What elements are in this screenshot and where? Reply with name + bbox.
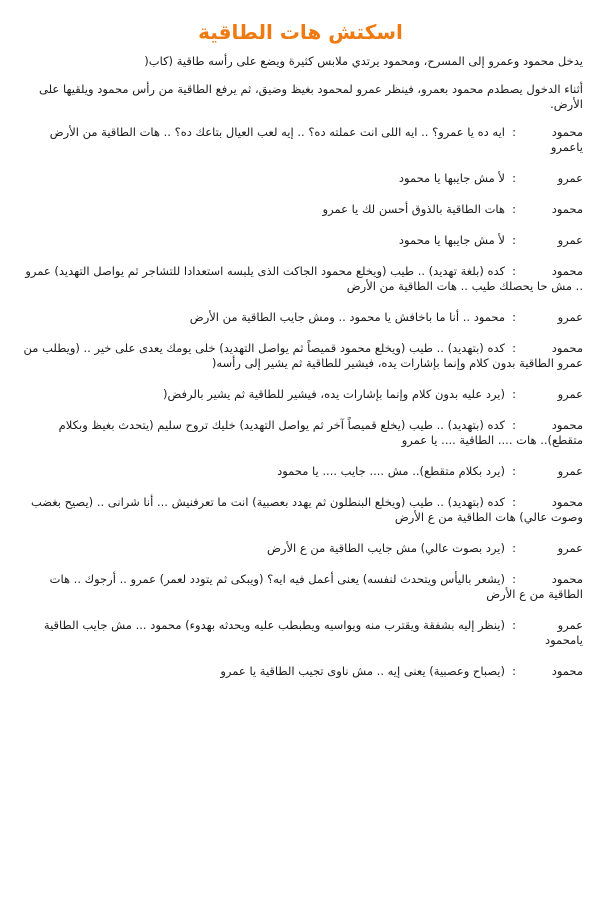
speaker-separator: : xyxy=(512,171,516,185)
dialogue-text: (يرد عليه بدون كلام وإنما بإشارات يده، فيشير للطاقية ثم يشير بالرفض( xyxy=(162,387,505,401)
speaker-name: محمود xyxy=(551,418,583,432)
dialogue-line xyxy=(18,202,583,217)
dialogue-line xyxy=(18,664,583,679)
dialogue-line xyxy=(18,464,583,479)
speaker-name: محمود xyxy=(551,664,583,678)
dialogue-section xyxy=(18,125,583,679)
speaker-separator: : xyxy=(512,541,516,555)
speaker-separator: : xyxy=(512,202,516,216)
dialogue-text: (ينظر إليه بشفقة ويقترب منه ويواسيه ويطبطب عليه ويحدثه بهدوء) محمود ... مش جايب الطاقية يامحمود xyxy=(43,618,583,647)
speaker-name: محمود xyxy=(551,202,583,216)
speaker-separator: : xyxy=(512,618,516,632)
dialogue-line xyxy=(18,233,583,248)
dialogue-line xyxy=(18,541,583,556)
dialogue-text: كده (بتهديد) .. طيب (يخلع قميصاً آخر ثم يواصل التهديد) خليك تروح سليم (يتحدث بغيظ وبكلام متقطع).. هات .... الطاقية .... يا عمرو xyxy=(58,418,583,447)
dialogue-line xyxy=(18,387,583,402)
speaker-separator: : xyxy=(512,125,516,139)
speaker-name: عمرو xyxy=(557,541,583,555)
speaker-separator: : xyxy=(512,310,516,324)
dialogue-text: (يرد بكلام متقطع).. مش .... جايب .... يا محمود xyxy=(277,464,505,478)
dialogue-text: كده (بتهديد) .. طيب (ويخلع محمود قميصاً ثم يواصل التهديد) خلى يومك يعدى على خير .. (ويطلب من عمرو الطاقية بدون كلام وإنما بإشارات يده، فيشير للطاقية ثم يشير إلى رأسه( xyxy=(23,341,583,370)
dialogue-line xyxy=(18,495,583,525)
dialogue-line xyxy=(18,618,583,648)
speaker-separator: : xyxy=(512,664,516,678)
dialogue-text: لأ مش جايبها يا محمود xyxy=(398,171,505,185)
speaker-separator: : xyxy=(512,264,516,278)
speaker-name: محمود xyxy=(551,495,583,509)
stage-direction: يدخل محمود وعمرو إلى المسرح، ومحمود يرتدي ملابس كثيرة ويضع على رأسه طاقية (كاب( xyxy=(144,54,583,68)
speaker-separator: : xyxy=(512,233,516,247)
dialogue-text: (يشعر باليأس ويتحدث لنفسه) يعنى أعمل فيه ايه؟ (ويبكى ثم يتودد لعمر) عمرو .. أرجوك .. هات الطاقية من ع الأرض xyxy=(49,572,583,601)
speaker-name: عمرو xyxy=(557,171,583,185)
dialogue-text: كده (بتهديد) .. طيب (ويخلع البنطلون ثم يهدد بعصبية) انت ما تعرفنيش ... أنا شرانى .. (يصيح بغضب وصوت عالي) هات الطاقية من ع الأرض xyxy=(30,495,583,524)
speaker-separator: : xyxy=(512,387,516,401)
dialogue-text: (يرد بصوت عالي) مش جايب الطاقية من ع الأرض xyxy=(267,541,505,555)
speaker-name: عمرو xyxy=(557,387,583,401)
speaker-name: محمود xyxy=(551,341,583,355)
document-title: اسكتش هات الطاقية xyxy=(198,20,403,44)
speaker-separator: : xyxy=(512,572,516,586)
speaker-name: عمرو xyxy=(557,233,583,247)
dialogue-text: ايه ده يا عمرو؟ .. ايه اللى انت عملته ده؟ .. إيه لعب العيال بتاعك ده؟ .. هات الطاقية من الأرض ياعمرو xyxy=(49,125,583,154)
dialogue-text: (يصباح وعصبية) يعنى إيه .. مش ناوى تجيب الطاقية يا عمرو xyxy=(220,664,505,678)
dialogue-line xyxy=(18,341,583,371)
dialogue-line xyxy=(18,418,583,448)
dialogue-text: محمود .. أنا ما باخافش يا محمود .. ومش جايب الطاقية من الأرض xyxy=(189,310,505,324)
dialogue-line xyxy=(18,171,583,186)
dialogue-line xyxy=(18,310,583,325)
speaker-separator: : xyxy=(512,418,516,432)
dialogue-line xyxy=(18,264,583,294)
speaker-separator: : xyxy=(512,495,516,509)
speaker-name: محمود xyxy=(551,572,583,586)
speaker-name: محمود xyxy=(551,264,583,278)
dialogue-text: هات الطاقية بالذوق أحسن لك يا عمرو xyxy=(322,202,505,216)
document-page xyxy=(18,18,583,695)
intro-section xyxy=(18,54,583,112)
dialogue-line xyxy=(18,125,583,155)
dialogue-line xyxy=(18,572,583,602)
stage-direction: أثناء الدخول يصطدم محمود بعمرو، فينظر عمرو لمحمود بغيظ وضيق، ثم يرفع الطاقية من رأس محمود ويلقيها على الأرض. xyxy=(39,82,583,111)
speaker-separator: : xyxy=(512,464,516,478)
speaker-name: محمود xyxy=(551,125,583,139)
speaker-name: عمرو xyxy=(557,618,583,632)
speaker-name: عمرو xyxy=(557,464,583,478)
dialogue-text: كده (بلغة تهديد) .. طيب (ويخلع محمود الجاكت الذى يلبسه استعدادا للتشاجر ثم يواصل التهديد) عمرو .. مش حا يحصلك طيب .. هات الطاقية من الأرض xyxy=(25,264,583,293)
speaker-separator: : xyxy=(512,341,516,355)
speaker-name: عمرو xyxy=(557,310,583,324)
dialogue-text: لأ مش جايبها يا محمود xyxy=(398,233,505,247)
